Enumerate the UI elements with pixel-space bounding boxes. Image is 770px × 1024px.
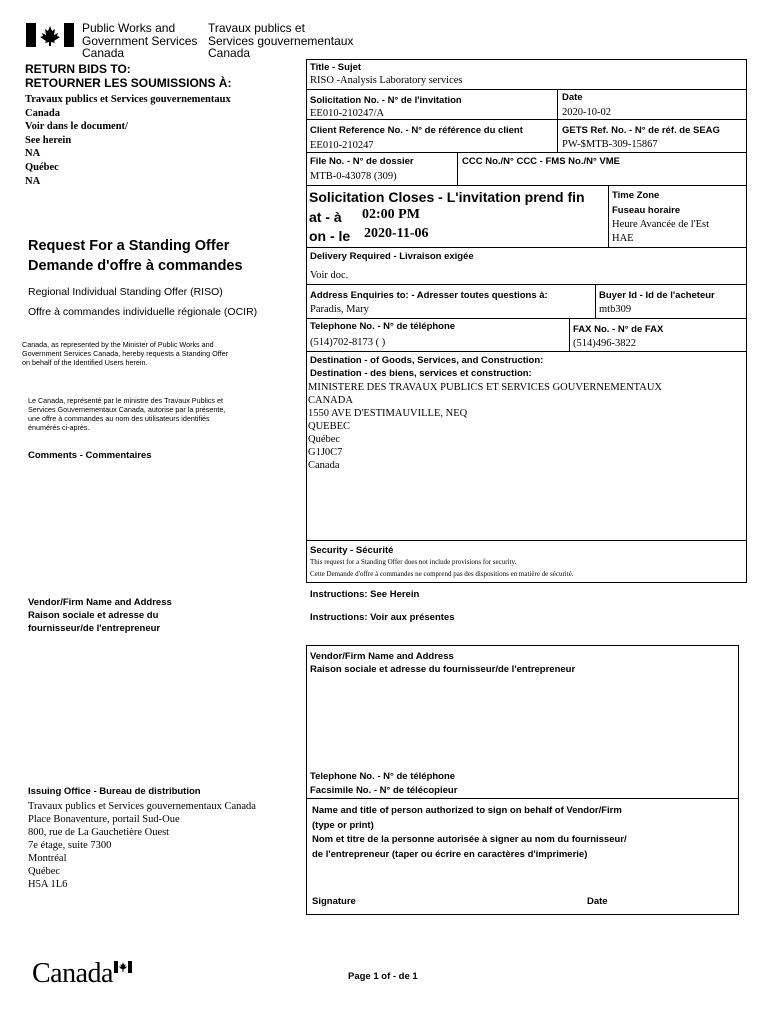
vendor-left-label: Vendor/Firm Name and Address Raison sociale et adresse du fournisseur/de l'entrepreneur xyxy=(28,597,172,634)
tz-value-2: HAE xyxy=(612,233,634,244)
enquiries-label: Address Enquiries to: - Adresser toutes questions à: xyxy=(310,290,548,301)
date-value: 2020-10-02 xyxy=(562,107,611,118)
date-label: Date xyxy=(562,92,583,103)
destination-label-en: Destination - of Goods, Services, and Construction: xyxy=(310,355,544,366)
dept-name-en-1: Public Works and xyxy=(82,21,176,35)
return-bids-label-fr: RETOURNER LES SOUMISSIONS À: xyxy=(25,76,232,90)
client-ref-label: Client Reference No. - N° de référence du client xyxy=(310,125,523,136)
offer-type-fr: Offre à commandes individuelle régionale (OCIR) xyxy=(28,306,258,318)
comments-label: Comments - Commentaires xyxy=(28,450,152,461)
issuing-office-address: Travaux publics et Services gouvernementaux Canada Place Bonaventure, portail Sud-Oue 800, rue de La Gauchetière Ouest 7e étage, suite 7300 Montréal Québec H5A 1L6 xyxy=(28,801,256,890)
file-label: File No. - N° de dossier xyxy=(310,156,414,167)
tz-value-1: Heure Avancée de l'Est xyxy=(612,219,710,230)
return-bids-address: Travaux publics et Services gouvernementaux Canada Voir dans le document/ See herein NA Québec NA xyxy=(25,94,231,187)
at-label: at - à xyxy=(309,209,342,225)
vendor-label-2: Raison sociale et adresse du fournisseur/de l'entrepreneur xyxy=(310,664,576,675)
wordmark-flag-icon xyxy=(114,961,132,973)
tz-label-en: Time Zone xyxy=(612,190,660,201)
dept-name-en-2: Government Services xyxy=(82,33,198,48)
request-title-en: Request For a Standing Offer xyxy=(28,238,230,254)
return-bids-label-en: RETURN BIDS TO: xyxy=(25,62,131,76)
at-value: 02:00 PM xyxy=(362,207,420,222)
destination-label-fr: Destination - des biens, services et construction: xyxy=(310,368,532,379)
request-paragraph-fr: Le Canada, représenté par le ministre des Travaux Publics et Services Gouvernementaux Canada, autorise par la présente, une offre à commandes au nom des utilisateurs identifiés énumérés ci-après. xyxy=(28,396,226,432)
instructions-fr: Instructions: Voir aux présentes xyxy=(310,612,455,623)
vendor-telephone-label: Telephone No. - N° de téléphone xyxy=(310,771,456,782)
request-title-fr: Demande d'offre à commandes xyxy=(28,258,243,274)
enquiries-value: Paradis, Mary xyxy=(310,304,369,315)
gets-value: PW-$MTB-309-15867 xyxy=(562,139,658,150)
title-label: Title - Sujet xyxy=(310,62,362,73)
vendor-label-1: Vendor/Firm Name and Address xyxy=(310,651,454,662)
canada-wordmark: Canada xyxy=(32,958,113,989)
dept-name-en-3: Canada xyxy=(82,46,125,60)
canada-flag-icon xyxy=(26,23,74,47)
dept-name-fr-2: Services gouvernementaux xyxy=(208,33,354,48)
vendor-facsimile-label: Facsimile No. - N° de télécopieur xyxy=(310,785,458,796)
delivery-value: Voir doc. xyxy=(310,270,349,281)
request-paragraph-en: Canada, as represented by the Minister of Public Works and Government Services Canada, hereby requests a Standing Offer on behalf of the Identified Users herein. xyxy=(22,340,229,367)
page-number: Page 1 of - de 1 xyxy=(348,971,418,982)
dept-name-fr-3: Canada xyxy=(208,46,251,60)
signature-label: Signature xyxy=(312,896,356,907)
buyer-value: mtb309 xyxy=(599,304,632,315)
gets-label: GETS Ref. No. - N° de réf. de SEAG xyxy=(562,125,720,136)
offer-type-en: Regional Individual Standing Offer (RISO) xyxy=(28,286,223,298)
solicitation-label: Solicitation No. - N° de l'invitation xyxy=(310,95,462,106)
telephone-label: Telephone No. - N° de téléphone xyxy=(310,321,456,332)
on-label: on - le xyxy=(309,228,351,244)
dept-name-fr-1: Travaux publics et xyxy=(208,21,305,35)
security-text-fr: Cette Demande d'offre à commandes ne comprend pas des dispositions en matière de sécurité. xyxy=(310,570,574,578)
authorized-signer-label: Name and title of person authorized to sign on behalf of Vendor/Firm (type or print) Nom et titre de la personne autorisée à signer au nom du fournisseur/ de l'entrepreneur (taper ou écrire en caractères d'imprimerie) xyxy=(312,805,627,860)
signature-date-label: Date xyxy=(587,896,608,907)
title-value: RISO -Analysis Laboratory services xyxy=(310,75,463,86)
issuing-office-label: Issuing Office - Bureau de distribution xyxy=(28,786,201,797)
ccc-label: CCC No./N° CCC - FMS No./N° VME xyxy=(462,156,621,167)
security-label: Security - Sécurité xyxy=(310,545,394,556)
government-header xyxy=(24,20,364,62)
on-value: 2020-11-06 xyxy=(364,226,429,241)
solicitation-value: EE010-210247/A xyxy=(310,108,385,119)
fax-label: FAX No. - N° de FAX xyxy=(573,324,664,335)
file-value: MTB-0-43078 (309) xyxy=(310,171,397,182)
fax-value: (514)496-3822 xyxy=(573,338,636,349)
buyer-label: Buyer Id - Id de l'acheteur xyxy=(599,290,715,301)
client-ref-value: EE010-210247 xyxy=(310,140,374,151)
destination-address: MINISTERE DES TRAVAUX PUBLICS ET SERVICES GOUVERNEMENTAUX CANADA 1550 AVE D'ESTIMAUVILLE, NEQ QUEBEC Québec G1J0C7 Canada xyxy=(308,382,662,471)
delivery-label: Delivery Required - Livraison exigée xyxy=(310,251,474,262)
telephone-value: (514)702-8173 ( ) xyxy=(310,337,386,348)
instructions-en: Instructions: See Herein xyxy=(310,589,420,600)
tz-label-fr: Fuseau horaire xyxy=(612,205,681,216)
security-text-en: This request for a Standing Offer does not include provisions for security. xyxy=(310,558,517,566)
closes-label: Solicitation Closes - L'invitation prend fin xyxy=(309,189,585,205)
